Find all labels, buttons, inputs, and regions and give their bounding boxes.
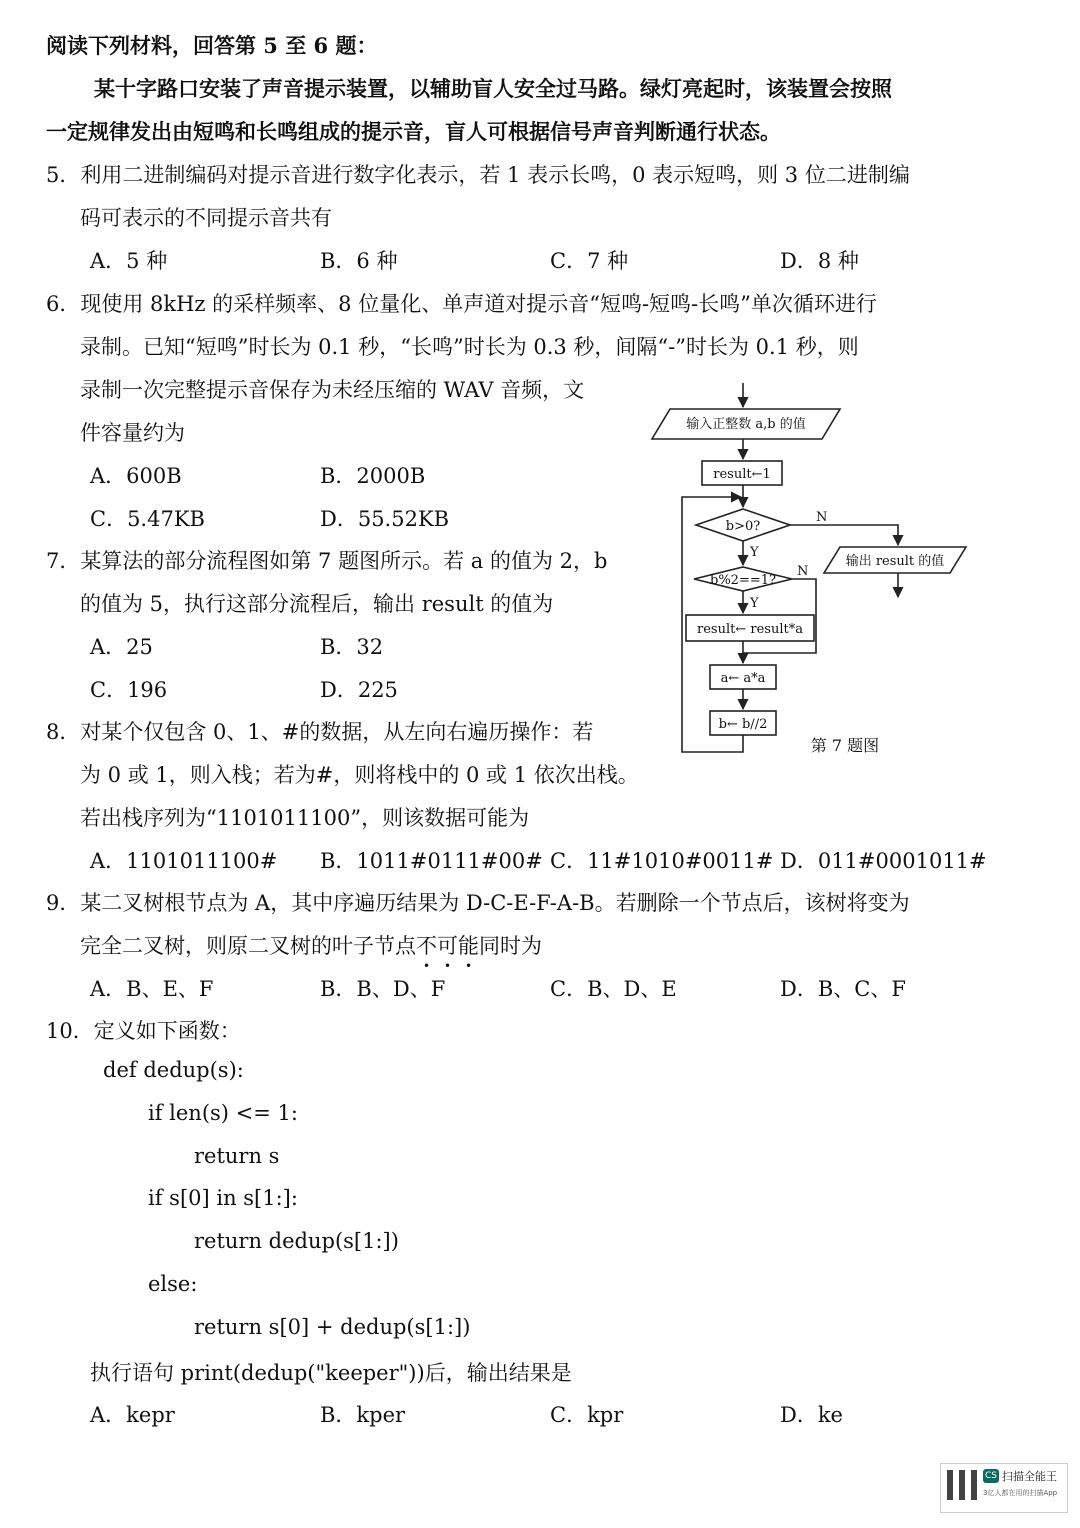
material-heading: 阅读下列材料，回答第 5 至 6 题： [46,33,378,58]
flow-arrow [790,525,898,545]
option-d: D．55.52KB [320,507,450,531]
option-d: D．B、C、F [780,977,906,1001]
question-9-stem [80,930,542,960]
question-8-stem: 8．对某个仅包含 0、1、#的数据，从左向右遍历操作：若 [46,720,594,744]
flow-init-text: result←1 [713,467,771,482]
option-a: A．1101011100# [90,849,278,873]
option-b: B．1011#0111#00# [320,849,543,873]
option-a: A．600B [90,464,182,488]
option-a: A．25 [90,635,153,659]
flow-square-text: a← a*a [720,671,766,686]
stem-text: 同时为 [479,934,542,958]
emphasis-char: 不 [416,934,437,958]
material-paragraph-line: 某十字路口安装了声音提示装置，以辅助盲人安全过马路。绿灯亮起时，该装置会按照 [94,76,892,101]
flow-yes-label: Y [750,596,759,611]
camscanner-logo-icon: CS [985,1471,997,1481]
stem-text: 完全二叉树，则原二叉树的叶子节点 [80,934,416,958]
question-8-stem: 若出栈序列为“1101011100”，则该数据可能为 [80,806,530,830]
code-line: if len(s) <= 1: [148,1101,298,1125]
question-10-stem: 10．定义如下函数： [46,1019,241,1043]
code-line: def dedup(s): [103,1058,244,1082]
option-c: C．kpr [550,1403,624,1427]
question-5-stem: 码可表示的不同提示音共有 [80,206,332,230]
flow-mul-text: result← result*a [697,622,803,637]
watermark-title: 扫描全能王 [1002,1470,1057,1483]
option-a: A．5 种 [90,249,168,273]
option-d: D．ke [780,1403,843,1427]
option-d: D．225 [320,678,398,702]
question-6-stem: 录制。已知“短鸣”时长为 0.1 秒，“长鸣”时长为 0.3 秒，间隔“-”时长为 0.1 秒，则 [80,335,859,359]
option-d: D．011#0001011# [780,849,987,873]
question-6-stem: 件容量约为 [80,421,185,445]
flow-cond1-text: b>0? [725,519,761,534]
question-9-stem: 9．某二叉树根节点为 A，其中序遍历结果为 D-C-E-F-A-B。若删除一个节点后，该树将变为 [46,891,910,915]
flow-input-text: 输入正整数 a,b 的值 [686,417,806,432]
code-line: return s[0] + dedup(s[1:]) [194,1315,471,1339]
question-7-stem: 的值为 5，执行这部分流程后，输出 result 的值为 [80,592,554,616]
option-c: C．196 [90,678,168,702]
option-b: B．2000B [320,464,426,488]
emphasis-char: 可 [437,934,458,958]
option-c: C．7 种 [550,249,629,273]
scanner-watermark [940,1463,1068,1513]
flow-yes-label: Y [750,545,759,560]
flow-no-label: N [797,564,809,579]
question-10-statement: 执行语句 print(dedup("keeper"))后，输出结果是 [90,1361,572,1385]
option-c: C．11#1010#0011# [550,849,774,873]
flow-no-label: N [816,510,828,525]
flow-output-text: 输出 result 的值 [845,554,945,569]
option-c: C．B、D、E [550,977,677,1001]
question-7-stem: 7．某算法的部分流程图如第 7 题图所示。若 a 的值为 2，b [46,549,608,573]
option-b: B．B、D、F [320,977,446,1001]
code-line: if s[0] in s[1:]: [148,1186,298,1210]
flow-halve-text: b← b//2 [718,717,768,732]
question-5-stem: 5．利用二进制编码对提示音进行数字化表示，若 1 表示长鸣，0 表示短鸣，则 3 位二进制编 [46,163,910,187]
material-paragraph-line: 一定规律发出由短鸣和长鸣组成的提示音，盲人可根据信号声音判断通行状态。 [46,119,781,144]
question-8-stem: 为 0 或 1，则入栈；若为#，则将栈中的 0 或 1 依次出栈。 [80,763,639,787]
option-b: B．32 [320,635,384,659]
figure-caption: 第 7 题图 [810,736,880,755]
flowchart-figure [640,375,980,775]
question-6-stem: 6．现使用 8kHz 的采样频率、8 位量化、单声道对提示音“短鸣-短鸣-长鸣”单次循环进行 [46,292,877,316]
code-line: return s [194,1144,280,1168]
code-line: else: [148,1272,198,1296]
emphasis-char: 能 [458,934,479,958]
flow-cond2-text: b%2==1? [710,573,776,588]
option-b: B．6 种 [320,249,398,273]
option-d: D．8 种 [780,249,859,273]
option-a: A．B、E、F [90,977,214,1001]
option-c: C．5.47KB [90,507,205,531]
watermark-subtitle: 3亿人都在用的扫描App [983,1489,1058,1497]
question-6-stem: 录制一次完整提示音保存为未经压缩的 WAV 音频，文 [80,378,585,402]
code-line: return dedup(s[1:]) [194,1229,399,1253]
option-a: A．kepr [90,1403,175,1427]
option-b: B．kper [320,1403,406,1427]
qr-code-icon [947,1470,977,1500]
